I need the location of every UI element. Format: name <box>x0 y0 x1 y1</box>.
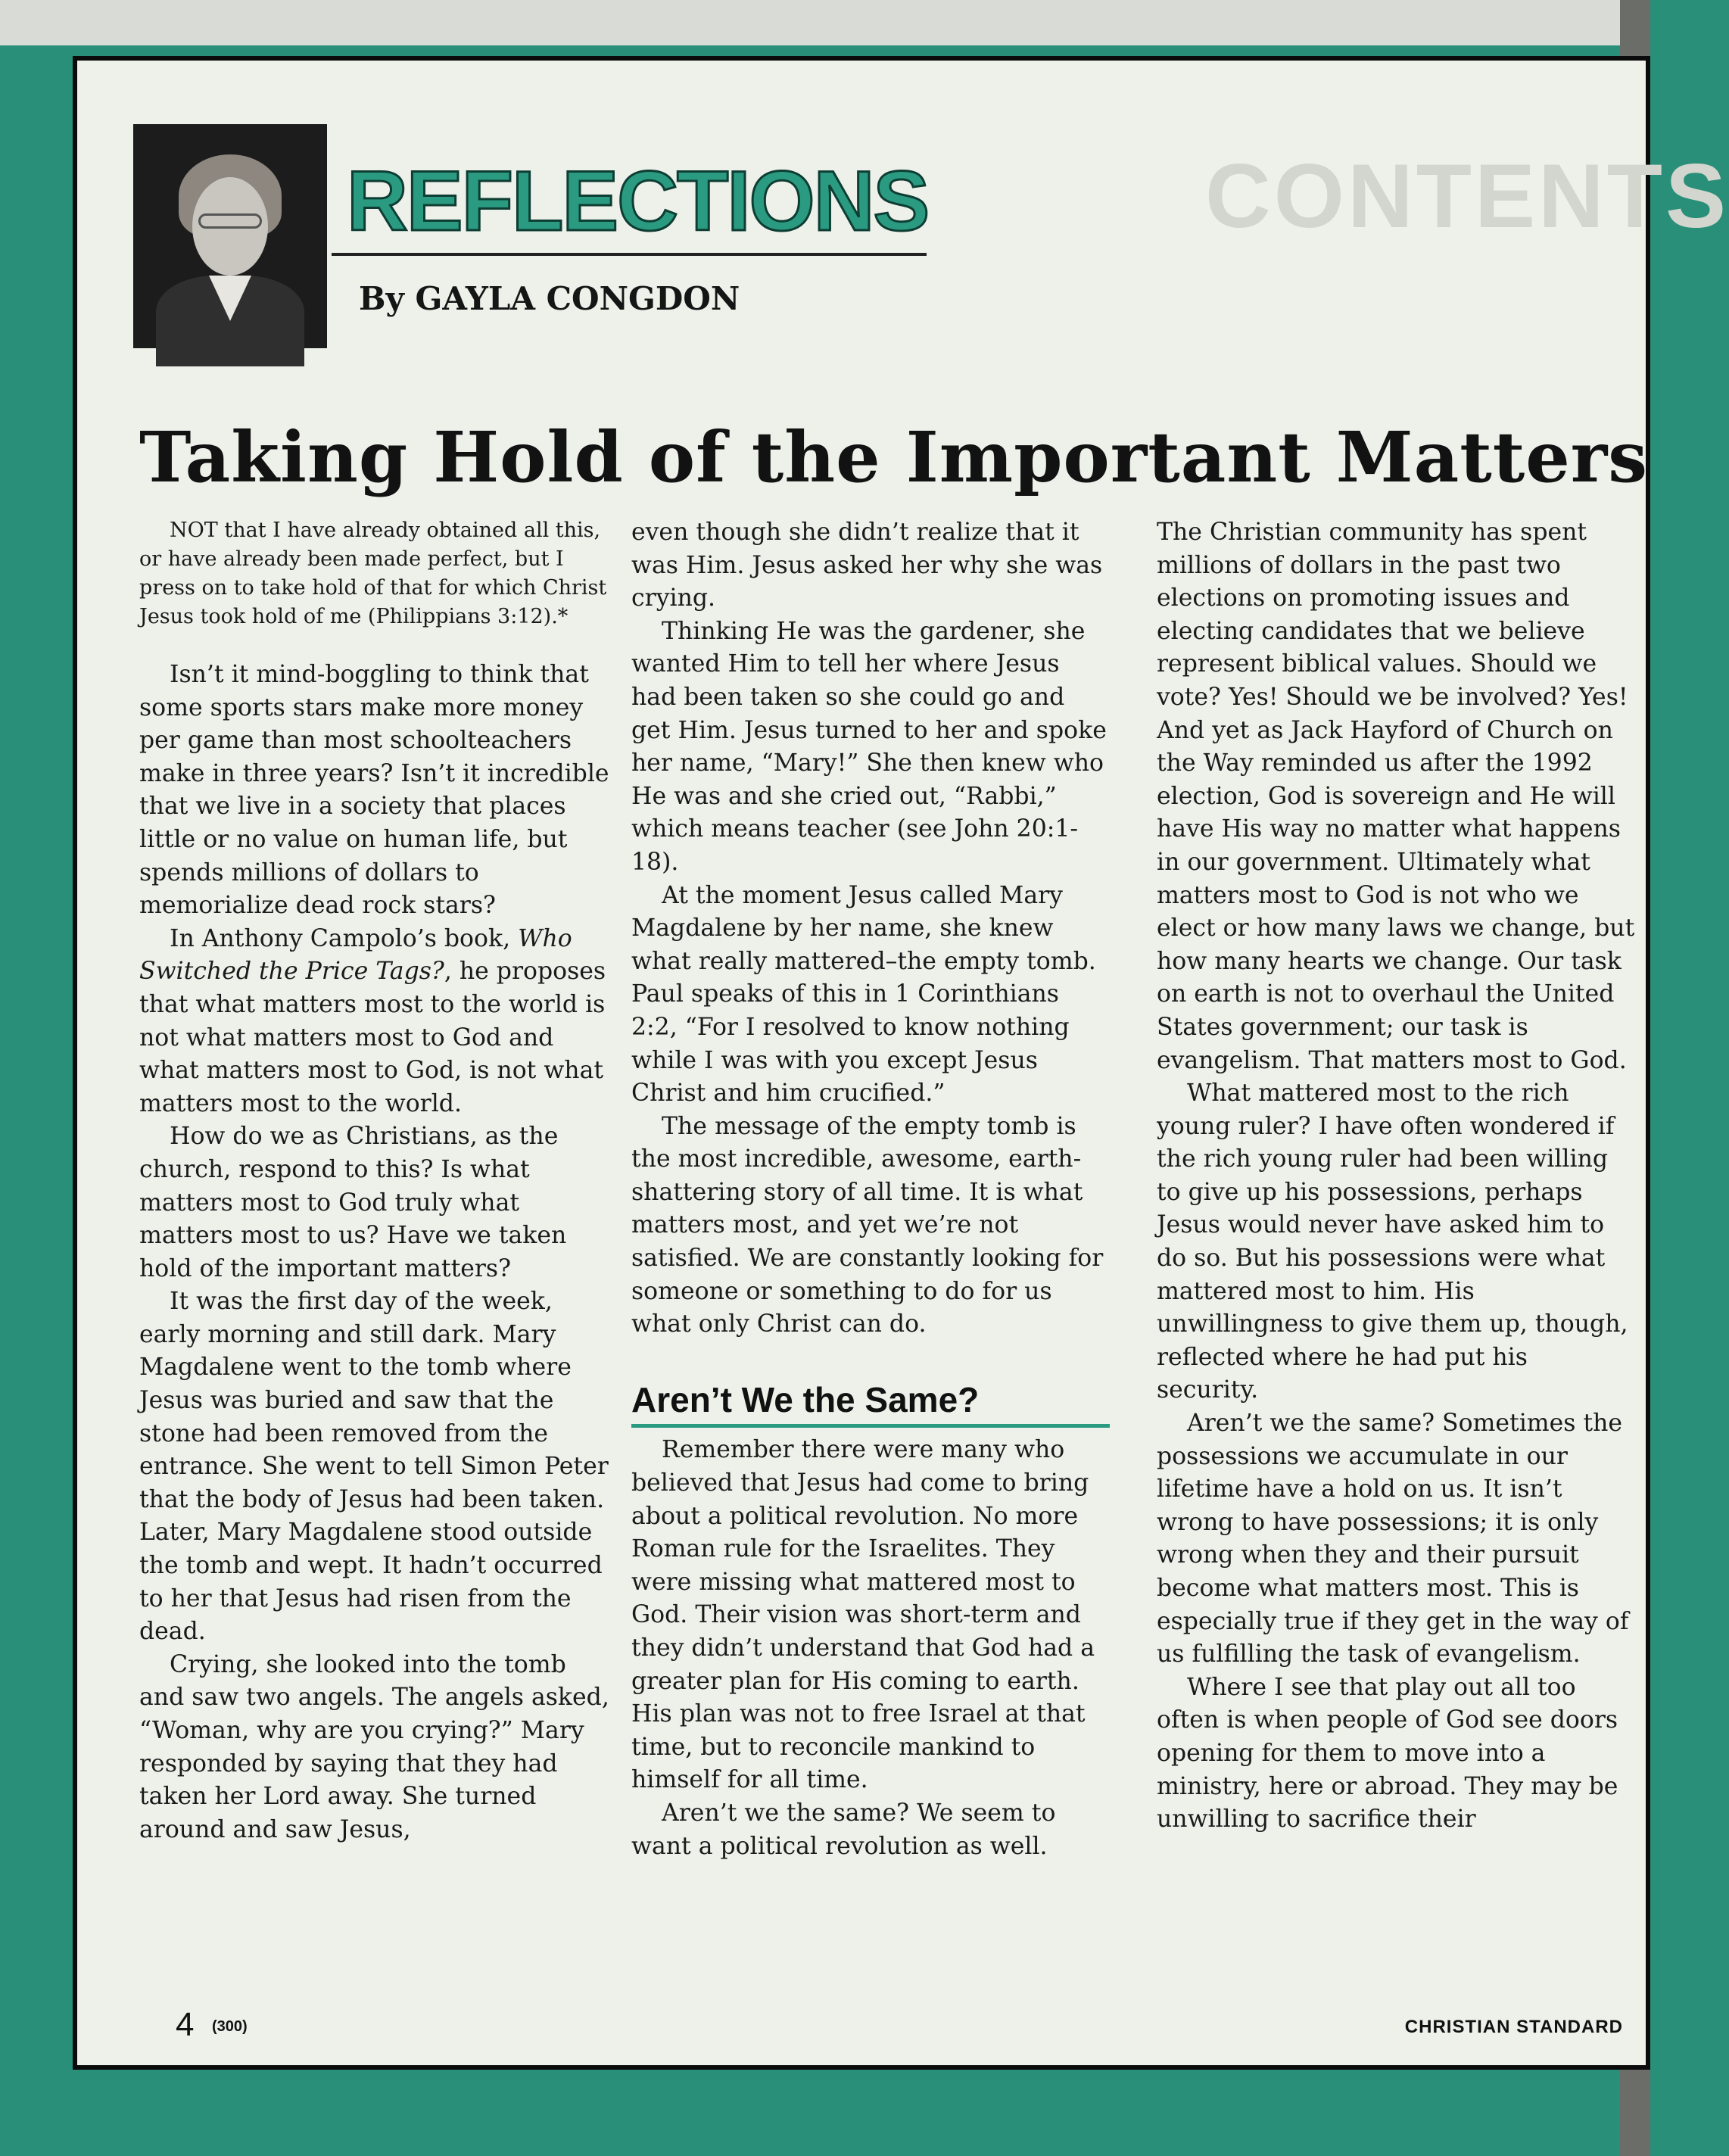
author-photo <box>133 124 327 348</box>
paragraph: At the moment Jesus called Mary Magdalene by her name, she knew what really mattered–the empty tomb. Paul speaks of this in 1 Corinthians 2:2, “For I resolved to know nothing while I was with you except Jesus Christ and him crucified.” <box>631 881 1096 1108</box>
section-title: REFLECTIONS <box>347 154 929 248</box>
byline: By GAYLA CONGDON <box>359 280 740 317</box>
page-number: 4 <box>176 2006 195 2043</box>
column-1 <box>139 516 618 1846</box>
column-2 <box>631 516 1110 1863</box>
paragraph: Where I see that play out all too often is when people of God see doors opening for them to move into a ministry, here or abroad. They may be unwilling to sacrifice their <box>1157 1673 1618 1834</box>
column-3 <box>1157 516 1635 1837</box>
paragraph: It was the first day of the week, early morning and still dark. Mary Magdalene went to the tomb where Jesus was buried and saw that the stone had been removed from the entrance. She went to tell Simon Peter that the body of Jesus had been taken. Later, Mary Magdalene stood outside the tomb and wept. It hadn’t occurred to her that Jesus had risen from the dead. <box>139 1288 609 1646</box>
page-sequence: (300) <box>212 2018 248 2035</box>
paragraph: Aren’t we the same? We seem to want a political revolution as well. <box>631 1799 1056 1860</box>
paragraph: The Christian community has spent millions of dollars in the past two elections on promoting issues and electing candidates that we believe represent biblical values. Should we vote? Yes! Should we be involved? Yes! And yet as Jack Hayford of Church on the Way reminded us after the 1992 election, God is sovereign and He will have His way no matter what happens in our government. Ultimately what matters most to God is not who we elect or how many laws we change, but how many hearts we change. Our task on earth is not to overhaul the United States government; our task is evangelism. That matters most to God. <box>1157 519 1635 1074</box>
paragraph: Isn’t it mind-boggling to think that some sports stars make more money per game than most schoolteachers make in three years? Isn’t it incredible that we live in a society that places little or no value on human life, but spends millions of dollars to memorialize dead rock stars? <box>139 661 609 920</box>
paragraph: even though she didn’t realize that it was Him. Jesus asked her why she was crying. <box>631 519 1103 612</box>
paragraph: The message of the empty tomb is the most incredible, awesome, earth-shattering story of all time. It is what matters most, and yet we’re not satisfied. We are constantly looking for someone or something to do for us what only Christ can do. <box>631 1112 1104 1338</box>
paragraph: How do we as Christians, as the church, respond to this? Is what matters most to God truly what matters most to us? Have we taken hold of the important matters? <box>139 1123 567 1282</box>
show-through-text: CONTENTS <box>1205 145 1729 247</box>
paragraph: Crying, she looked into the tomb and saw two angels. The angels asked, “Woman, why are you crying?” Mary responded by saying that they had taken her Lord away. She turned around and saw Jesus, <box>139 1650 609 1843</box>
paragraph-campolo: In Anthony Campolo’s book, Who Switched the Price Tags?, he proposes that what matters most to the world is not what matters most to God and what matters most to God, is not what matters most to the world. <box>139 924 606 1117</box>
article-headline: Taking Hold of the Important Matters <box>139 416 1649 498</box>
paragraph: Remember there were many who believed that Jesus had come to bring about a political revolution. No more Roman rule for the Israelites. They were missing what mattered most to God. Their vision was short-term and they didn’t understand that God had a greater plan for His coming to earth. His plan was not to free Israel at that time, but to reconcile mankind to himself for all time. <box>631 1436 1095 1794</box>
paragraph: Thinking He was the gardener, she wanted Him to tell her where Jesus had been taken so she could go and get Him. Jesus turned to her and spoke her name, “Mary!” She then knew who He was and she cried out, “Rabbi,” which means teacher (see John 20:1-18). <box>631 617 1107 876</box>
scan-background-top <box>0 0 1650 45</box>
subheading: Aren’t We the Same? <box>631 1384 1110 1429</box>
title-rule <box>332 253 927 256</box>
paragraph: What mattered most to the rich young ruler? I have often wondered if the rich young ruler had been willing to give up his possessions, perhaps Jesus would never have asked him to do so. But his possessions were what mattered most to him. His unwillingness to give them up, though, reflected where he had put his security. <box>1157 1080 1628 1404</box>
magazine-page <box>73 56 1729 2070</box>
epigraph: NOT that I have already obtained all this, or have already been made perfect, but I press on to take hold of that for which Christ Jesus took hold of me (Philippians 3:12).* <box>139 519 607 628</box>
book-title: Who Switched the Price Tags? <box>139 924 572 986</box>
paragraph: Aren’t we the same? Sometimes the possessions we accumulate in our lifetime have a hold on us. It isn’t wrong to have possessions; it is only wrong when they and their pursuit become what matters most. This is especially true if they get in the way of us fulfilling the task of evangelism. <box>1157 1410 1629 1668</box>
magazine-name: CHRISTIAN STANDARD <box>1404 2017 1623 2037</box>
